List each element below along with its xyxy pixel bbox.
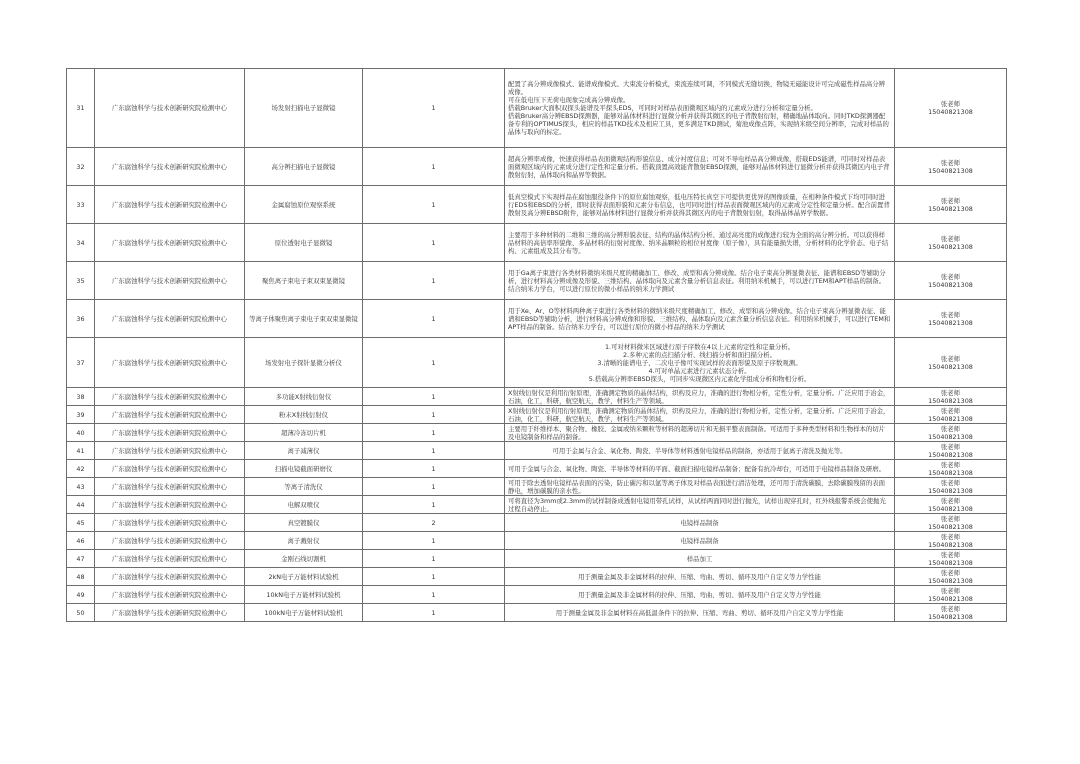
contact-name: 张老师: [940, 272, 961, 281]
unit-cell: 广东腐蚀科学与技术创新研究院检测中心: [95, 262, 245, 300]
table-row: [67, 388, 1007, 406]
table-row: [67, 586, 1007, 604]
description-cell: 可用于金属与合金、氧化物、陶瓷、半导体等材料的平面、截面扫描电镜样品制备；配备有抗冷却台，可适用于电镜样品制备及研磨。: [505, 460, 895, 478]
table-row: [67, 338, 1007, 388]
equipment-name-cell: 场发射扫描电子显微镜: [245, 69, 363, 148]
description-cell: 可用于除去透射电镜样品表面的污染，防止碳污和以氩等离子体及对样品表面进行清洁处理，还可用于清洗碳膜，去除碳膜残留的表面静电，增加碳膜的亲水性。: [505, 478, 895, 496]
unit-cell: 广东腐蚀科学与技术创新研究院检测中心: [95, 478, 245, 496]
contact-phone: 15040821308: [928, 522, 973, 531]
table-row: [67, 186, 1007, 224]
row-number-cell: 39: [67, 406, 95, 424]
unit-cell: 广东腐蚀科学与技术创新研究院检测中心: [95, 604, 245, 622]
unit-cell: 广东腐蚀科学与技术创新研究院检测中心: [95, 69, 245, 148]
contact-cell: [895, 496, 1007, 514]
contact-cell: [895, 532, 1007, 550]
row-number-cell: 33: [67, 186, 95, 224]
table-row: [67, 604, 1007, 622]
table-row: [67, 424, 1007, 442]
row-number-cell: 45: [67, 514, 95, 532]
contact-cell: [895, 568, 1007, 586]
description-cell: 主要用于纤维样本、聚合物、橡胶、金属或纳米颗粒等材料的超薄切片和无损平整表面制备。可适用于多种类型材料和生物样本的切片及电镜制备和样品的制备。: [505, 424, 895, 442]
contact-name: 张老师: [940, 604, 961, 613]
contact-cell: [895, 186, 1007, 224]
contact-phone: 15040821308: [928, 594, 973, 603]
equipment-name-cell: 等离子体聚焦离子束电子束双束显微镜: [245, 300, 363, 338]
contact-phone: 15040821308: [928, 108, 973, 116]
equipment-name-cell: 离子减薄仪: [245, 442, 363, 460]
equipment-name-cell: 扫描电镜截面研磨仪: [245, 460, 363, 478]
table-row: [67, 532, 1007, 550]
description-cell: 样品加工: [505, 550, 895, 568]
table-row: [67, 496, 1007, 514]
unit-cell: 广东腐蚀科学与技术创新研究院检测中心: [95, 568, 245, 586]
contact-name: 张老师: [940, 234, 961, 243]
contact-cell: [895, 262, 1007, 300]
row-number-cell: 37: [67, 338, 95, 388]
contact-name: 张老师: [940, 354, 961, 363]
equipment-name-cell: 超薄冷冻切片机: [245, 424, 363, 442]
contact-cell: [895, 460, 1007, 478]
description-cell: X射线衍射仪是利用衍射原理，准确测定物质的晶体结构，织构及应力，准确的进行物相分析，定性分析，定量分析。广泛应用于冶金，石油，化工，科研，航空航天，教学，材料生产等领域。: [505, 388, 895, 406]
quantity-cell: 1: [363, 550, 505, 568]
contact-phone: 15040821308: [928, 558, 973, 567]
contact-name: 张老师: [940, 532, 961, 541]
description-cell: 低真空模式下实现样品在腐蚀服役条件下的原位腐蚀观察，低电压特长真空下可提供更优异的图像质量，在相种条件模式下均可同时进行EDS和EBSD的分析，即时获得表面形貌和元素分布信息，也可同时进行样品表面微观区域内的元素成分定性和定量分析。配合前置背散射及高分辨EBSD附件，能够对晶体材料进行显微分析并获得其微区内的电子背散射衍射，取得晶体晶界学数据。: [505, 186, 895, 224]
equipment-name-cell: 金刚石线切割机: [245, 550, 363, 568]
row-number-cell: 34: [67, 224, 95, 262]
description-cell: X射线衍射仪是利用衍射原理，准确测定物质的晶体结构，织构及应力，准确的进行物相分析，定性分析，定量分析。广泛应用于冶金，石油，化工，科研，航空航天，教学，材料生产等领域。: [505, 406, 895, 424]
contact-phone: 15040821308: [928, 612, 973, 621]
table-row: [67, 568, 1007, 586]
description-cell: 用于Ga离子束进行各类材料微纳米级尺度的精确加工、修改、成型和高分辨成像。结合电子束高分辨显微表征、能谱和EBSD等辅助分析，进行材料高分辨成像及形貌、三维结构、晶体取向及元素含量分析信息表征。利用纳米机械手，可以进行TEM和APT样品的制备。结合纳米力学台，可以进行原位的微小样品的纳米力学测试: [505, 262, 895, 300]
quantity-cell: 1: [363, 406, 505, 424]
equipment-table-body: [67, 69, 1007, 622]
unit-cell: 广东腐蚀科学与技术创新研究院检测中心: [95, 424, 245, 442]
row-number-cell: 49: [67, 586, 95, 604]
quantity-cell: 1: [363, 186, 505, 224]
row-number-cell: 46: [67, 532, 95, 550]
row-number-cell: 50: [67, 604, 95, 622]
description-cell: 可将直径为3mm或2.3mm的试样制备成透射电镜用带孔试样，从试样两面同时进行抛光，试样出现穿孔时，红外线报警系统会使抛光过程自动停止。: [505, 496, 895, 514]
quantity-cell: 1: [363, 69, 505, 148]
contact-cell: [895, 424, 1007, 442]
equipment-name-cell: 电解双喷仪: [245, 496, 363, 514]
quantity-cell: 1: [363, 604, 505, 622]
row-number-cell: 40: [67, 424, 95, 442]
contact-name: 张老师: [940, 196, 961, 205]
contact-cell: [895, 224, 1007, 262]
contact-name: 张老师: [940, 568, 961, 577]
contact-cell: [895, 478, 1007, 496]
contact-name: 张老师: [940, 100, 961, 108]
equipment-name-cell: 粉末X射线衍射仪: [245, 406, 363, 424]
row-number-cell: 48: [67, 568, 95, 586]
row-number-cell: 44: [67, 496, 95, 514]
equipment-name-cell: 100kN电子万能材料试验机: [245, 604, 363, 622]
contact-phone: 15040821308: [928, 486, 973, 495]
quantity-cell: 1: [363, 300, 505, 338]
contact-cell: [895, 586, 1007, 604]
unit-cell: 广东腐蚀科学与技术创新研究院检测中心: [95, 388, 245, 406]
equipment-name-cell: 高分辨扫描电子显微镜: [245, 148, 363, 186]
quantity-cell: 1: [363, 262, 505, 300]
unit-cell: 广东腐蚀科学与技术创新研究院检测中心: [95, 532, 245, 550]
description-cell: 用于测量金属及非金属材料的拉伸、压缩、弯曲、剪切、循环及用户自定义等力学性能: [505, 586, 895, 604]
unit-cell: 广东腐蚀科学与技术创新研究院检测中心: [95, 442, 245, 460]
unit-cell: 广东腐蚀科学与技术创新研究院检测中心: [95, 496, 245, 514]
description-cell: 电镜样品制备: [505, 514, 895, 532]
contact-cell: [895, 300, 1007, 338]
contact-name: 张老师: [940, 424, 961, 433]
contact-phone: 15040821308: [928, 450, 973, 459]
description-cell: 用于测量金属及非金属材料在高低温条件下的拉伸、压缩、弯曲、剪切、循环及用户自定义等力学性能: [505, 604, 895, 622]
quantity-cell: 1: [363, 388, 505, 406]
contact-phone: 15040821308: [928, 204, 973, 213]
unit-cell: 广东腐蚀科学与技术创新研究院检测中心: [95, 406, 245, 424]
description-cell: 电镜样品制备: [505, 532, 895, 550]
contact-name: 张老师: [940, 310, 961, 319]
description-cell: 超高分辨率成像，快速获得样品表面微观结构形貌信息、成分衬度信息；可对不导电样品高分辨成像，搭载EDS能谱，可同时对样品表面微观区域内的元素成分进行定性和定量分析。搭载顶置高效能背散射EBSD探测，能够对晶体材料进行显微分析并获得其微区内电子背散射衍射，晶体取向和晶界等数据。: [505, 148, 895, 186]
contact-cell: [895, 69, 1007, 148]
contact-cell: [895, 338, 1007, 388]
unit-cell: 广东腐蚀科学与技术创新研究院检测中心: [95, 148, 245, 186]
equipment-table: [66, 68, 1007, 622]
contact-cell: [895, 604, 1007, 622]
contact-cell: [895, 148, 1007, 186]
unit-cell: 广东腐蚀科学与技术创新研究院检测中心: [95, 300, 245, 338]
contact-cell: [895, 550, 1007, 568]
unit-cell: 广东腐蚀科学与技术创新研究院检测中心: [95, 586, 245, 604]
contact-name: 张老师: [940, 442, 961, 451]
quantity-cell: 1: [363, 460, 505, 478]
quantity-cell: 1: [363, 338, 505, 388]
quantity-cell: 1: [363, 424, 505, 442]
unit-cell: 广东腐蚀科学与技术创新研究院检测中心: [95, 514, 245, 532]
description-cell: 用于测量金属及非金属材料的拉伸、压缩、弯曲、剪切、循环及用户自定义等力学性能: [505, 568, 895, 586]
unit-cell: 广东腐蚀科学与技术创新研究院检测中心: [95, 550, 245, 568]
description-cell: 1.可对材料微米区域进行原子序数在4以上元素的定性和定量分析。 2.多种元素的点扫描分析、线扫描分析和面扫描分析。 3.清晰的能谱电子、二次电子像可实现试样的表面形貌及原子序数观测。 4.可对单晶元素进行元素状态分析。 5.搭载高分辨率EBSD探头，可同步实现微区内元素化学组成分析和物相分析。: [505, 338, 895, 388]
contact-phone: 15040821308: [928, 166, 973, 175]
unit-cell: 广东腐蚀科学与技术创新研究院检测中心: [95, 460, 245, 478]
description-cell: 可用于金属与合金、氧化物、陶瓷、半导体等材料透射电镜样品的制备，亦适用于氩离子清洗及抛光等。: [505, 442, 895, 460]
table-row: [67, 442, 1007, 460]
row-number-cell: 35: [67, 262, 95, 300]
equipment-name-cell: 10kN电子万能材料试验机: [245, 586, 363, 604]
quantity-cell: 1: [363, 532, 505, 550]
equipment-name-cell: 聚焦离子束电子束双束显微镜: [245, 262, 363, 300]
table-row: [67, 406, 1007, 424]
table-row: [67, 69, 1007, 148]
contact-cell: [895, 442, 1007, 460]
description-cell: 配置了高分辨成像模式、能谱成像模式、大束流分析模式，束流连续可调，不同模式无缝切换，物镜无磁能设计可完成磁性样品高分辨成像。 可在低电压下无荷电现象完成高分辨成像。 搭载Bruker大面积双探头能谱及平探头EDS，可同时对样品表面微观区域内的元素成分进行分析和定量分析。 搭载Bruker高分辨EBSD探测器，能够对晶体材料进行显微分析并获得其微区的电子背散射衍射，精确地晶体取向。同时TKD探测器配备专利的OPTIMUS探头，相应的样品TKD技术及相应工具，更多满足TKD测试，菊池成像点阵，实现纳米级空间分辨率，完成对样品的晶体与取向的标定。: [505, 69, 895, 148]
contact-cell: [895, 514, 1007, 532]
contact-phone: 15040821308: [928, 540, 973, 549]
contact-phone: 15040821308: [928, 242, 973, 251]
equipment-name-cell: 离子溅射仪: [245, 532, 363, 550]
contact-phone: 15040821308: [928, 280, 973, 289]
contact-name: 张老师: [940, 514, 961, 523]
unit-cell: 广东腐蚀科学与技术创新研究院检测中心: [95, 186, 245, 224]
quantity-cell: 1: [363, 478, 505, 496]
quantity-cell: 1: [363, 442, 505, 460]
quantity-cell: 2: [363, 514, 505, 532]
row-number-cell: 32: [67, 148, 95, 186]
quantity-cell: 1: [363, 568, 505, 586]
equipment-name-cell: 真空镀膜仪: [245, 514, 363, 532]
table-row: [67, 300, 1007, 338]
row-number-cell: 47: [67, 550, 95, 568]
contact-name: 张老师: [940, 460, 961, 469]
table-row: [67, 550, 1007, 568]
contact-name: 张老师: [940, 586, 961, 595]
contact-name: 张老师: [940, 158, 961, 167]
table-row: [67, 514, 1007, 532]
quantity-cell: 1: [363, 496, 505, 514]
unit-cell: 广东腐蚀科学与技术创新研究院检测中心: [95, 338, 245, 388]
quantity-cell: 1: [363, 148, 505, 186]
equipment-name-cell: 等离子清洗仪: [245, 478, 363, 496]
equipment-name-cell: 场发射电子探针显微分析仪: [245, 338, 363, 388]
contact-phone: 15040821308: [928, 318, 973, 327]
row-number-cell: 36: [67, 300, 95, 338]
contact-name: 张老师: [940, 496, 961, 505]
contact-name: 张老师: [940, 388, 961, 397]
equipment-name-cell: 2kN电子万能材料试验机: [245, 568, 363, 586]
equipment-name-cell: 金属腐蚀原位观察系统: [245, 186, 363, 224]
contact-phone: 15040821308: [928, 504, 973, 513]
contact-phone: 15040821308: [928, 432, 973, 441]
row-number-cell: 31: [67, 69, 95, 148]
contact-cell: [895, 406, 1007, 424]
description-cell: 用于Xe、Ar、O等材料两种离子束进行各类材料的微纳米级尺度精确加工、修改、成型和高分辨成像。结合电子束高分辨显微表征、能谱和EBSD等辅助分析，进行材料高分辨成像和形貌、三维结构、晶体取向及元素含量分析信息表征。利用纳米机械手，可以进行TEM和APT样品的制备。结合纳米力学台，可以进行原位的微小样品的纳米力学测试: [505, 300, 895, 338]
contact-phone: 15040821308: [928, 576, 973, 585]
row-number-cell: 42: [67, 460, 95, 478]
contact-phone: 15040821308: [928, 362, 973, 371]
contact-phone: 15040821308: [928, 396, 973, 405]
contact-name: 张老师: [940, 478, 961, 487]
table-row: [67, 148, 1007, 186]
row-number-cell: 43: [67, 478, 95, 496]
contact-name: 张老师: [940, 550, 961, 559]
quantity-cell: 1: [363, 586, 505, 604]
contact-cell: [895, 388, 1007, 406]
contact-name: 张老师: [940, 406, 961, 415]
table-row: [67, 224, 1007, 262]
unit-cell: 广东腐蚀科学与技术创新研究院检测中心: [95, 224, 245, 262]
equipment-name-cell: 多功能X射线衍射仪: [245, 388, 363, 406]
row-number-cell: 41: [67, 442, 95, 460]
description-cell: 主要用于多种材料的二维和三维的高分辨形貌表征、结构的晶体结构分析、通过高亮度的成像进行较为全面的高分辨分析。可以获得样品材料的高倍率形貌像、多晶材料的衍射衬度像、纳米晶颗粒的相位衬度像（原子像），具有能量损失谱，分析材料的化学价态、电子结构、元素组成及其分布等。: [505, 224, 895, 262]
table-row: [67, 262, 1007, 300]
contact-phone: 15040821308: [928, 468, 973, 477]
table-row: [67, 478, 1007, 496]
contact-phone: 15040821308: [928, 414, 973, 423]
quantity-cell: 1: [363, 224, 505, 262]
equipment-name-cell: 原位透射电子显微镜: [245, 224, 363, 262]
table-row: [67, 460, 1007, 478]
row-number-cell: 38: [67, 388, 95, 406]
